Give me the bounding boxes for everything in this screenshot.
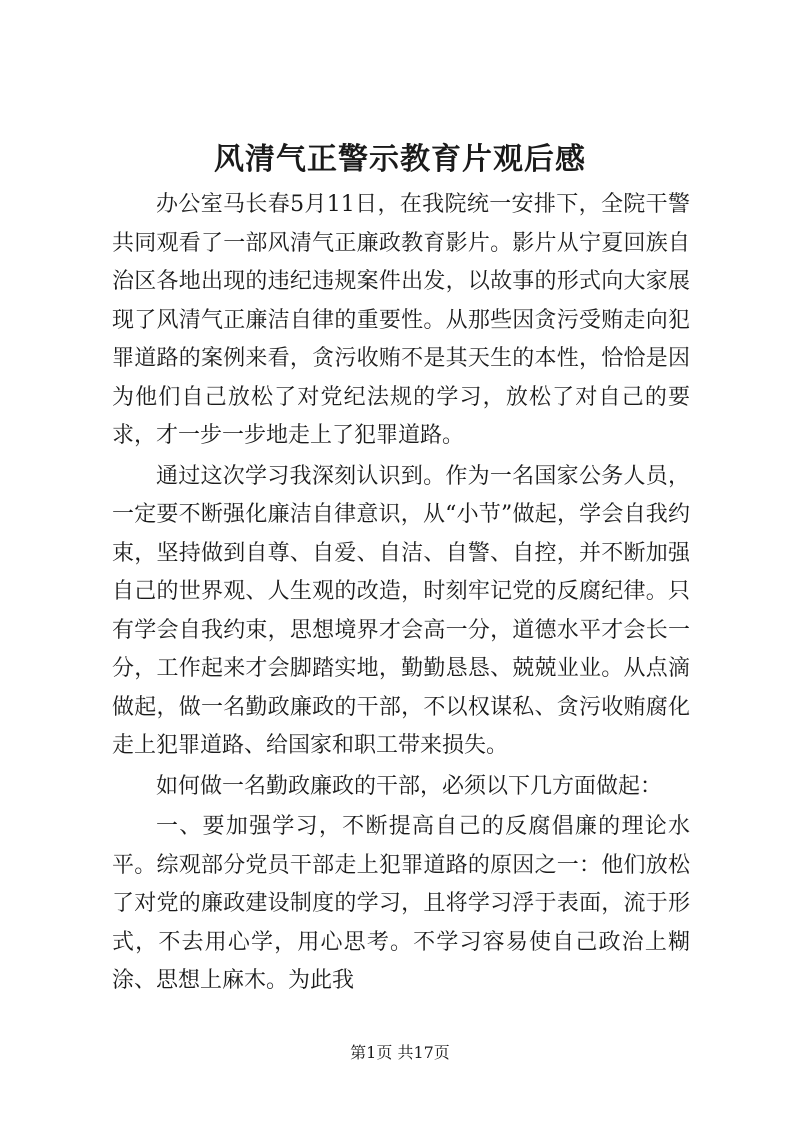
page-number-footer: 第1页 共17页 (350, 1043, 450, 1062)
paragraph-1: 办公室马长春5月11日，在我院统一安排下，全院干警共同观看了一部风清气正廉政教育影片。影片从宁夏回族自治区各地出现的违纪违规案件出发，以故事的形式向大家展现了风清气正廉洁自律的重要性。从那些因贪污受贿走向犯罪道路的案例来看，贪污收贿不是其天生的本性，恰恰是因为他们自己放松了对党纪法规的学习，放松了对自己的要求，才一步一步地走上了犯罪道路。 (112, 192, 690, 448)
paragraph-3: 如何做一名勤政廉政的干部，必须以下几方面做起： (156, 773, 663, 799)
document-title: 风清气正警示教育片观后感 (214, 142, 586, 177)
paragraph-4: 一、要加强学习，不断提高自己的反腐倡廉的理论水平。综观部分党员干部走上犯罪道路的原因之一：他们放松了对党的廉政建设制度的学习，且将学习浮于表面，流于形式，不去用心学，用心思考。不学习容易使自己政治上糊涂、思想上麻木。为此我 (112, 814, 690, 993)
paragraph-2: 通过这次学习我深刻认识到。作为一名国家公务人员，一定要不断强化廉洁自律意识，从“小节”做起，学会自我约束，坚持做到自尊、自爱、自洁、自警、自控，并不断加强自己的世界观、人生观的改造，时刻牢记党的反腐纪律。只有学会自我约束，思想境界才会高一分，道德水平才会长一分，工作起来才会脚踏实地，勤勤恳恳、兢兢业业。从点滴做起，做一名勤政廉政的干部，不以权谋私、贪污收贿腐化走上犯罪道路、给国家和职工带来损失。 (112, 463, 690, 758)
document-body (112, 186, 690, 1001)
